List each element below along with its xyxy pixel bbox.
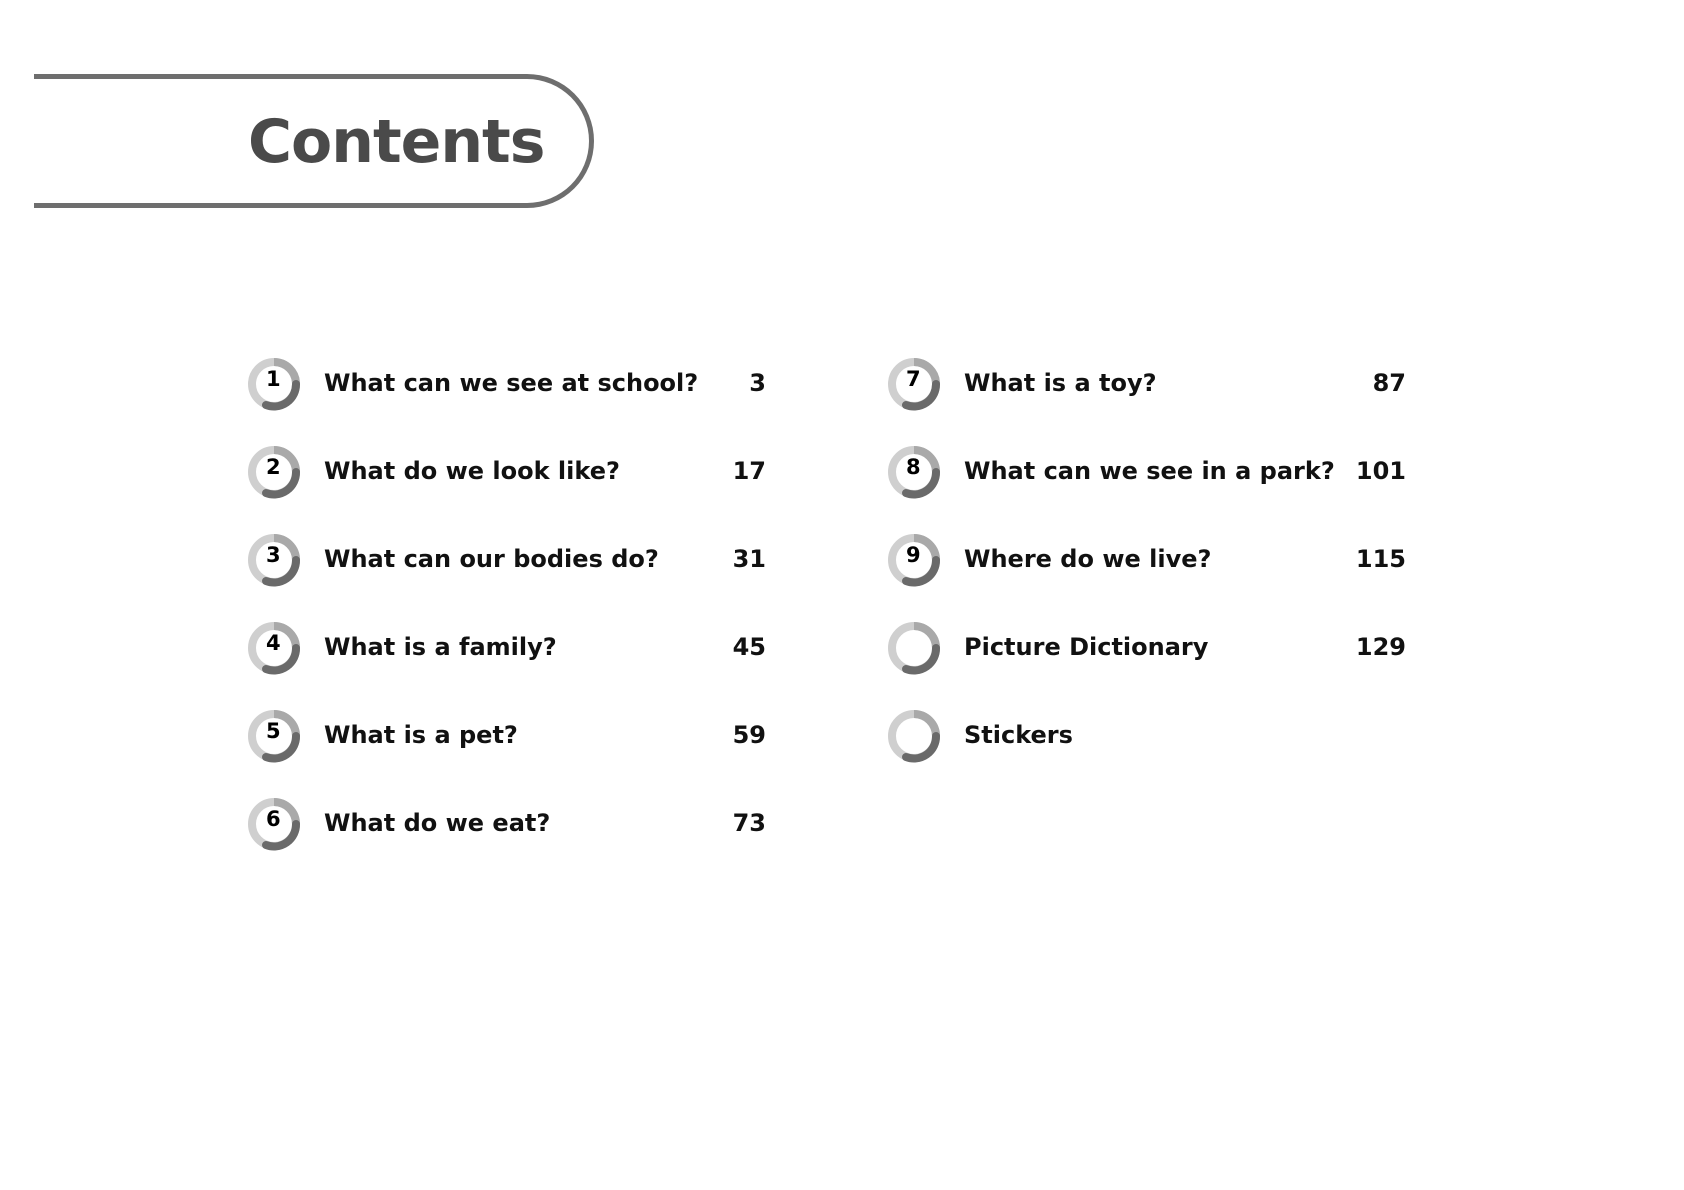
- circular-arrow-badge-icon: [886, 444, 942, 500]
- page-title: Contents: [248, 107, 545, 177]
- toc-item[interactable]: [246, 704, 766, 792]
- toc-item[interactable]: [886, 528, 1406, 616]
- toc-title: Where do we live?: [964, 545, 1212, 573]
- toc-page-number: 101: [1355, 457, 1406, 485]
- circular-arrow-badge-icon: [246, 620, 302, 676]
- toc-title: Stickers: [964, 721, 1073, 749]
- unit-number: 4: [266, 631, 281, 655]
- circular-arrow-badge-icon: [246, 444, 302, 500]
- toc-column-left: [246, 352, 766, 880]
- toc-page-number: 73: [732, 809, 766, 837]
- unit-number: 3: [266, 543, 281, 567]
- toc-title: What can we see at school?: [324, 369, 699, 397]
- toc-page-number: 3: [749, 369, 766, 397]
- circular-arrow-badge-icon: [246, 708, 302, 764]
- toc-title: What is a toy?: [964, 369, 1157, 397]
- unit-number: 6: [266, 807, 281, 831]
- toc-title: What is a pet?: [324, 721, 518, 749]
- toc-title: What is a family?: [324, 633, 557, 661]
- toc-page-number: 45: [732, 633, 766, 661]
- toc-title: What do we look like?: [324, 457, 620, 485]
- toc-item[interactable]: [246, 616, 766, 704]
- circular-arrow-badge-icon: [886, 620, 942, 676]
- unit-number: 1: [266, 367, 281, 391]
- toc-column-right: [886, 352, 1406, 792]
- toc-item[interactable]: [886, 616, 1406, 704]
- circular-arrow-badge-icon: [246, 532, 302, 588]
- badge-ring-graphic: [886, 708, 942, 764]
- toc-page-number: 31: [732, 545, 766, 573]
- toc-item[interactable]: [246, 440, 766, 528]
- toc-item[interactable]: [246, 528, 766, 616]
- toc-item[interactable]: [246, 792, 766, 880]
- unit-number: 9: [906, 543, 921, 567]
- badge-ring-graphic: [886, 620, 942, 676]
- unit-number: 8: [906, 455, 921, 479]
- toc-page-number: 129: [1355, 633, 1406, 661]
- toc-page-number: 115: [1355, 545, 1406, 573]
- toc-item[interactable]: [886, 704, 1406, 792]
- toc-item[interactable]: [886, 440, 1406, 528]
- circular-arrow-badge-icon: [886, 532, 942, 588]
- circular-arrow-badge-icon: [246, 796, 302, 852]
- circular-arrow-badge-icon: [246, 356, 302, 412]
- toc-title: What do we eat?: [324, 809, 551, 837]
- unit-number: 5: [266, 719, 281, 743]
- unit-number: 2: [266, 455, 281, 479]
- toc-title: What can our bodies do?: [324, 545, 659, 573]
- circular-arrow-badge-icon: [886, 356, 942, 412]
- toc-page-number: 59: [732, 721, 766, 749]
- toc-title: What can we see in a park?: [964, 457, 1335, 485]
- toc-page-number: 17: [732, 457, 766, 485]
- circular-arrow-badge-icon: [886, 708, 942, 764]
- toc-page-number: 87: [1372, 369, 1406, 397]
- unit-number: 7: [906, 367, 921, 391]
- toc-item[interactable]: [886, 352, 1406, 440]
- toc-item[interactable]: [246, 352, 766, 440]
- toc-title: Picture Dictionary: [964, 633, 1209, 661]
